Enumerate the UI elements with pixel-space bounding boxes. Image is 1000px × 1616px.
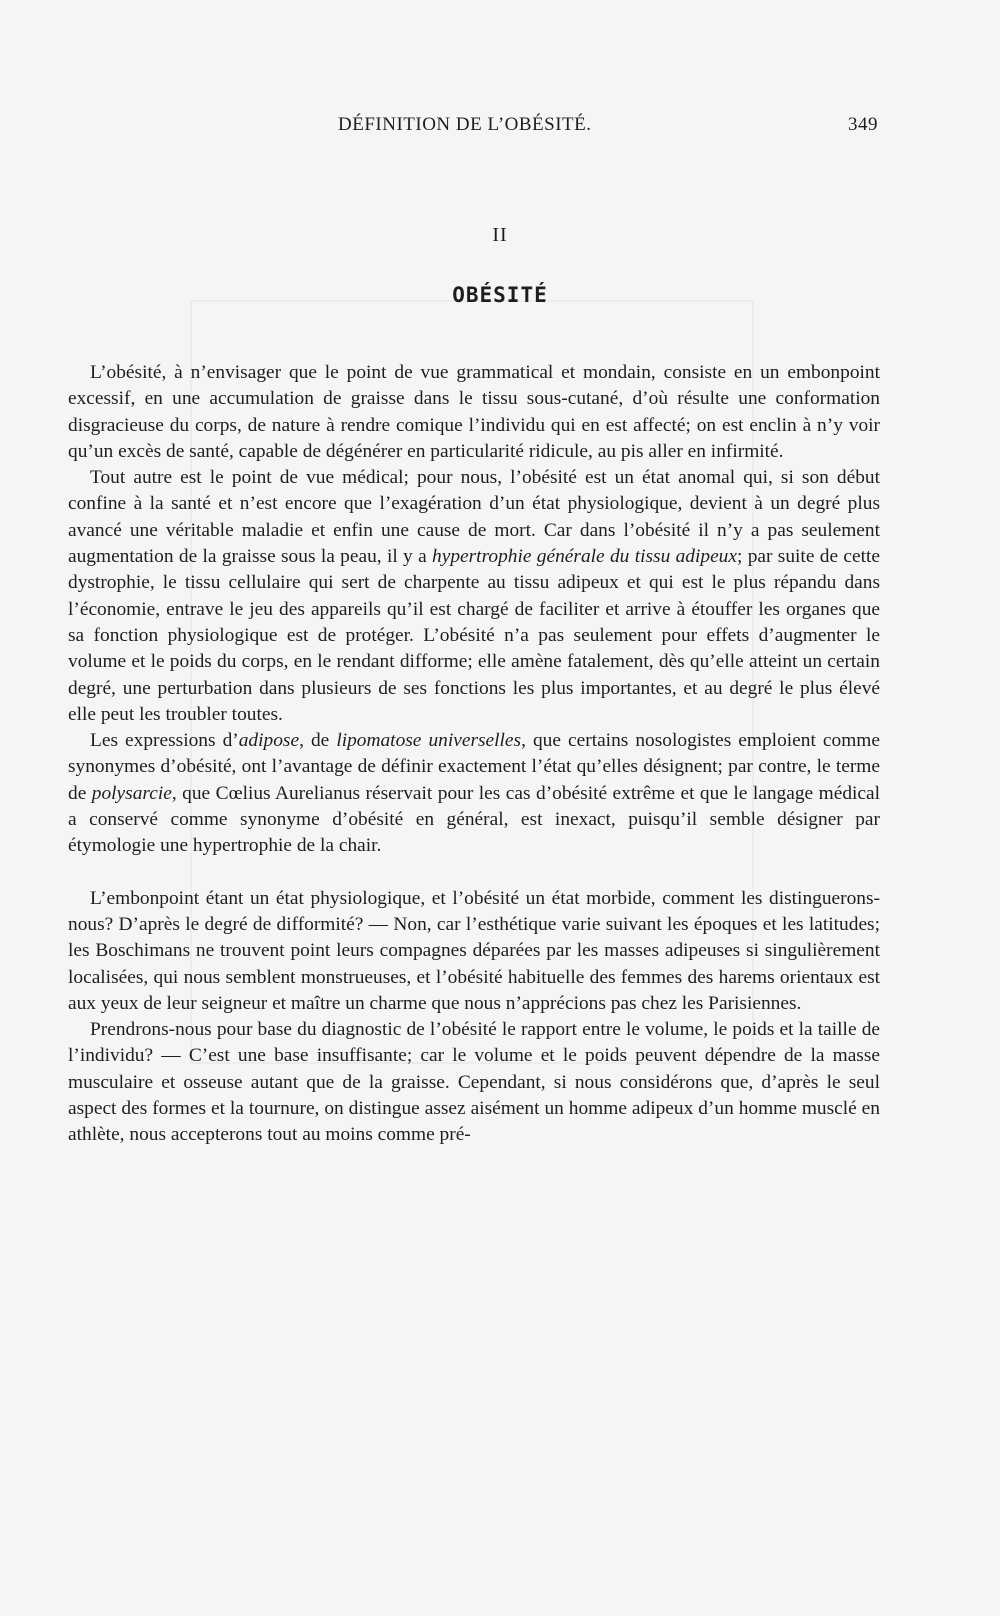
paragraph-3 [68, 728, 880, 859]
running-head [68, 114, 878, 140]
paragraph-5: Prendrons-nous pour base du diagnostic de l’obésité le rapport entre le volume, le poids et la taille de l’individu? — C’est une base insuffisante; car le volume et le poids peuvent dépendre de la masse musculaire et osseuse autant que de la graisse. Cependant, si nous considérons que, d’après le seul aspect des formes et la tournure, on distingue assez aisément un homme adipeux d’un homme musclé en athlète, nous accepterons tout au moins comme pré- [68, 1019, 880, 1146]
section-number: II [492, 224, 508, 246]
paragraph-3-italic-adipose: adipose [238, 730, 300, 752]
running-title: DÉFINITION DE L’OBÉSITÉ. [338, 114, 592, 135]
paragraph-3-text-b: , de [299, 730, 337, 752]
page-number: 349 [848, 114, 878, 135]
paragraph-2-italic-term: hypertrophie générale du tissu adipeux [432, 546, 737, 568]
paragraph-2-text-b: ; par suite de cette dystrophie, le tissu cellulaire qui sert de charpente au tissu adipeux et qui est le plus répandu dans l’économie, entrave le jeu des appareils qu’il est chargé de faciliter et arrive à étouffer les organes que sa fonction physiologique est de protéger. L’obésité n’a pas seulement pour effets d’augmenter le volume et le poids du corps, en le rendant difforme; elle amène fatalement, dès qu’elle atteint un certain degré, une perturbation dans plusieurs de ses fonctions les plus importantes, et au degré le plus élevé elle peut les troubler toutes. [68, 546, 880, 725]
section-title: OBÉSITÉ [452, 283, 548, 307]
paragraph-2-text-a: Tout autre est le point de vue médical; pour nous, l’obésité est un état anomal qui, si son début confine à la santé et n’est encore que l’exagération d’un état physiologique, devient à un degré plus avancé une véritable maladie et enfin une cause de mort. Car dans l’obésité il n’y a pas seulement augmentation de la graisse sous la peau, il y a [68, 467, 880, 568]
paragraph-3-text-d: , que Cœlius Aurelianus réservait pour les cas d’obésité extrême et que le langage médical a conservé comme synonyme d’obésité en général, est inexact, puisqu’il semble désigner par étymologie une hypertrophie de la chair. [68, 782, 880, 857]
paragraph-3-italic-lipomatose: lipomatose universelles [336, 730, 522, 752]
paragraph-3-text-c: , que certains nosologistes emploient comme synonymes d’obésité, ont l’avantage de définir exactement l’état qu’elles désignent; par contre, le terme de [68, 730, 880, 804]
paragraph-2 [68, 465, 880, 728]
paragraph-4: L’embonpoint étant un état physiologique, et l’obésité un état morbide, comment les distinguerons-nous? D’après le degré de difformité? — Non, car l’esthétique varie suivant les époques et les latitudes; les Boschimans ne trouvent point leurs compagnes déparées par les masses adipeuses si singulièrement localisées, qui nous semblent monstrueuses, et l’obésité habituelle des femmes des harems orientaux est aux yeux de leur seigneur et maître un charme que nous n’apprécions pas chez les Parisiennes. [68, 887, 880, 1014]
paragraph-3-italic-polysarcie: polysarcie [91, 782, 172, 804]
paragraph-3-text-a: Les expressions d’ [90, 730, 239, 752]
paragraph-1: L’obésité, à n’envisager que le point de vue grammatical et mondain, consiste en un embonpoint excessif, en une accumulation de graisse dans le tissu sous-cutané, d’où résulte une conformation disgracieuse du corps, de nature à rendre comique l’individu qui en est affecté; on est enclin à n’y voir qu’un excès de santé, capable de dégénérer en particularité ridicule, au pis aller en infirmité. [68, 362, 880, 462]
body-text [68, 360, 880, 1149]
